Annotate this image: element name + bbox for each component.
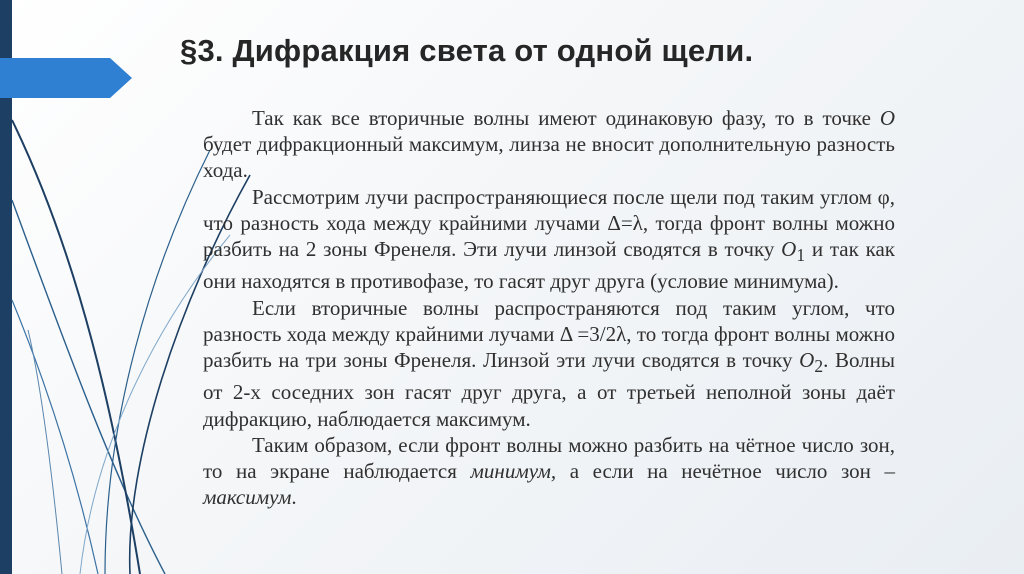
paragraph-3 xyxy=(203,295,895,432)
italic-minimum: минимум, xyxy=(470,459,557,484)
point-label-o1-subscript: 1 xyxy=(796,245,806,266)
slide-body xyxy=(203,105,895,510)
paragraph-4-text-c: . xyxy=(291,485,297,510)
point-label-o: O xyxy=(879,106,895,130)
point-label-o2-subscript: 2 xyxy=(814,356,824,377)
paragraph-1-text-a: Так как все вторичные волны имеют одинаковую фазу, то в точке xyxy=(252,106,880,130)
paragraph-2-text-b: и так как они находятся в противофазе, то гасят друг друга (условие минимума). xyxy=(203,237,895,294)
paragraph-2-text-a: Рассмотрим лучи распространяющиеся после щели под таким углом φ, что разность хода между крайними лучами Δ=λ, тогда фронт волны можно разбить на 2 зоны Френеля. Эти лучи линзой сводятся в точку xyxy=(203,184,895,262)
paragraph-4-text-b: а если на нечётное число зон – xyxy=(556,459,896,484)
paragraph-2 xyxy=(203,184,895,295)
paragraph-1-text-b: будет дифракционный максимум, линза не вносит дополнительную разность хода. xyxy=(203,132,895,183)
slide-title: §3. Дифракция света от одной щели. xyxy=(180,33,754,68)
point-label-o1: O xyxy=(781,237,797,262)
italic-maximum: максимум xyxy=(203,485,292,510)
paragraph-4 xyxy=(203,432,895,511)
paragraph-1 xyxy=(203,105,895,184)
paragraph-3-text-a: Если вторичные волны распространяются под таким углом, что разность хода между крайними лучами Δ =3/2λ, то тогда фронт волны можно разбить на три зоны Френеля. Линзой эти лучи сводятся в точку xyxy=(203,295,895,373)
title-arrow-banner xyxy=(0,58,132,98)
paragraph-3-text-b: . Волны от 2-х соседних зон гасят друг друга, а от третьей неполной зоны даёт дифракцию, наблюдается максимум. xyxy=(203,348,895,431)
paragraph-4-text-a: Таким образом, если фронт волны можно разбить на чётное число зон, то на экране наблюдается xyxy=(203,432,895,484)
point-label-o2: O xyxy=(799,348,815,373)
